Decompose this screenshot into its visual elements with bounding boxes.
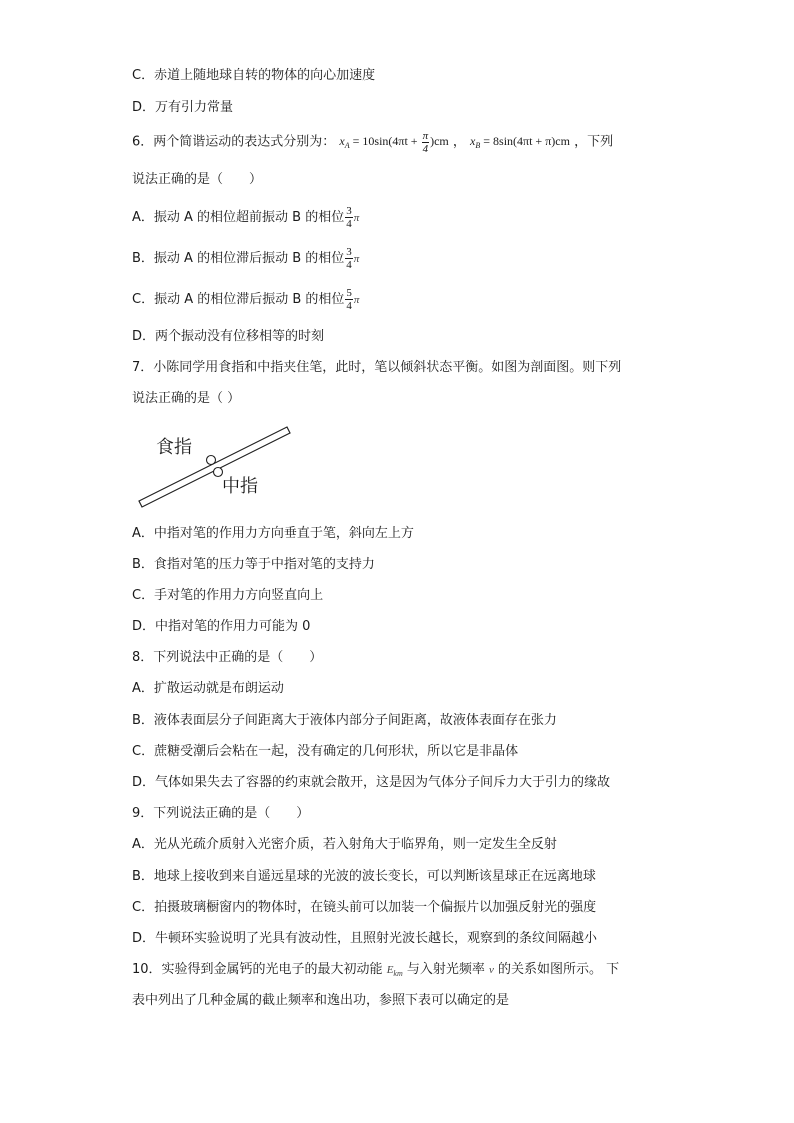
q6-option-a: A．振动 A 的相位超前振动 B 的相位 $\frac{3}{4}$ π [132,205,360,230]
q8-stem: 8．下列说法中正确的是（ ） [132,650,323,665]
q8-option-a: A．扩散运动就是布朗运动 [132,681,284,696]
q5-option-d: D．万有引力常量 [132,100,234,115]
q6-formula-xa-fraction: $\frac{\pi}{4}$ [422,130,429,155]
q6-option-b: B．振动 A 的相位滞后振动 B 的相位 $\frac{3}{4}$ π [132,246,360,271]
q7-option-d: D．中指对笔的作用力可能为 0 [132,619,311,634]
q9-option-a: A．光从光疏介质射入光密介质，若入射角大于临界角，则一定发生全反射 [132,837,557,852]
pen-fingers-figure [138,424,298,509]
q7-option-a: A．中指对笔的作用力方向垂直于笔，斜向左上方 [132,526,414,541]
q10-nu-symbol: ν [489,964,494,976]
q10-ek-symbol: $E_{km}$ [386,964,403,978]
q9-option-b: B．地球上接收到来自遥远星球的光波的波长变长，可以判断该星球正在远离地球 [132,869,596,884]
q9-stem: 9．下列说法正确的是（ ） [132,806,310,821]
q6-stem-line2: 说法正确的是（ ） [132,172,263,187]
q9-option-d: D．牛顿环实验说明了光具有波动性，且照射光波长越长，观察到的条纹间隔越小 [132,931,598,946]
q6-formula-xb: $x_B = 8\sin(4\pi t + \pi)cm$ [470,134,570,151]
q8-option-c: C．蔗糖受潮后会粘在一起，没有确定的几何形状，所以它是非晶体 [132,744,519,759]
q6-option-b-fraction: $\frac{3}{4}$ [346,246,352,271]
q6-option-c: C．振动 A 的相位滞后振动 B 的相位 $\frac{5}{4}$ π [132,287,360,312]
q7-stem-line1: 7．小陈同学用食指和中指夹住笔，此时，笔以倾斜状态平衡。如图为剖面图。则下列 [132,360,622,375]
q5-option-c: C．赤道上随地球自转的物体的向心加速度 [132,68,376,83]
q7-option-c: C．手对笔的作用力方向竖直向上 [132,588,324,603]
q8-option-b: B．液体表面层分子间距离大于液体内部分子间距离，故液体表面存在张力 [132,713,557,728]
q6-formula-xa: $x_A = 10\sin(4\pi t$ + $\frac{\pi}{4}$ )cm [339,130,449,155]
q6-stem-suffix: ，下列 [574,134,614,150]
q10-stem-line1: 10．实验得到金属钙的光电子的最大初动能 $E_{km}$ 与入射光频率 ν 的关系如图所示。 下 [132,962,620,978]
index-finger-circle [207,456,216,465]
label-index-finger: 食指 [156,437,192,458]
q9-option-c: C．拍摄玻璃橱窗内的物体时，在镜头前可以加装一个偏振片以加强反射光的强度 [132,900,597,915]
q6-option-d: D．两个振动没有位移相等的时刻 [132,329,325,344]
q7-option-b: B．食指对笔的压力等于中指对笔的支持力 [132,557,375,572]
q6-option-c-fraction: $\frac{5}{4}$ [346,287,352,312]
q6-option-a-fraction: $\frac{3}{4}$ [346,205,352,230]
q10-stem-line2: 表中列出了几种金属的截止频率和逸出功，参照下表可以确定的是 [132,993,510,1008]
q6-stem-prefix: 6．两个简谐运动的表达式分别为： [132,134,336,150]
label-middle-finger: 中指 [222,476,258,497]
q7-stem-line2: 说法正确的是（ ） [132,391,241,406]
q6-stem-line1 [132,130,613,156]
q8-option-d: D．气体如果失去了容器的约束就会散开，这是因为气体分子间斥力大于引力的缘故 [132,775,611,790]
q6-separator: ， [452,134,466,150]
